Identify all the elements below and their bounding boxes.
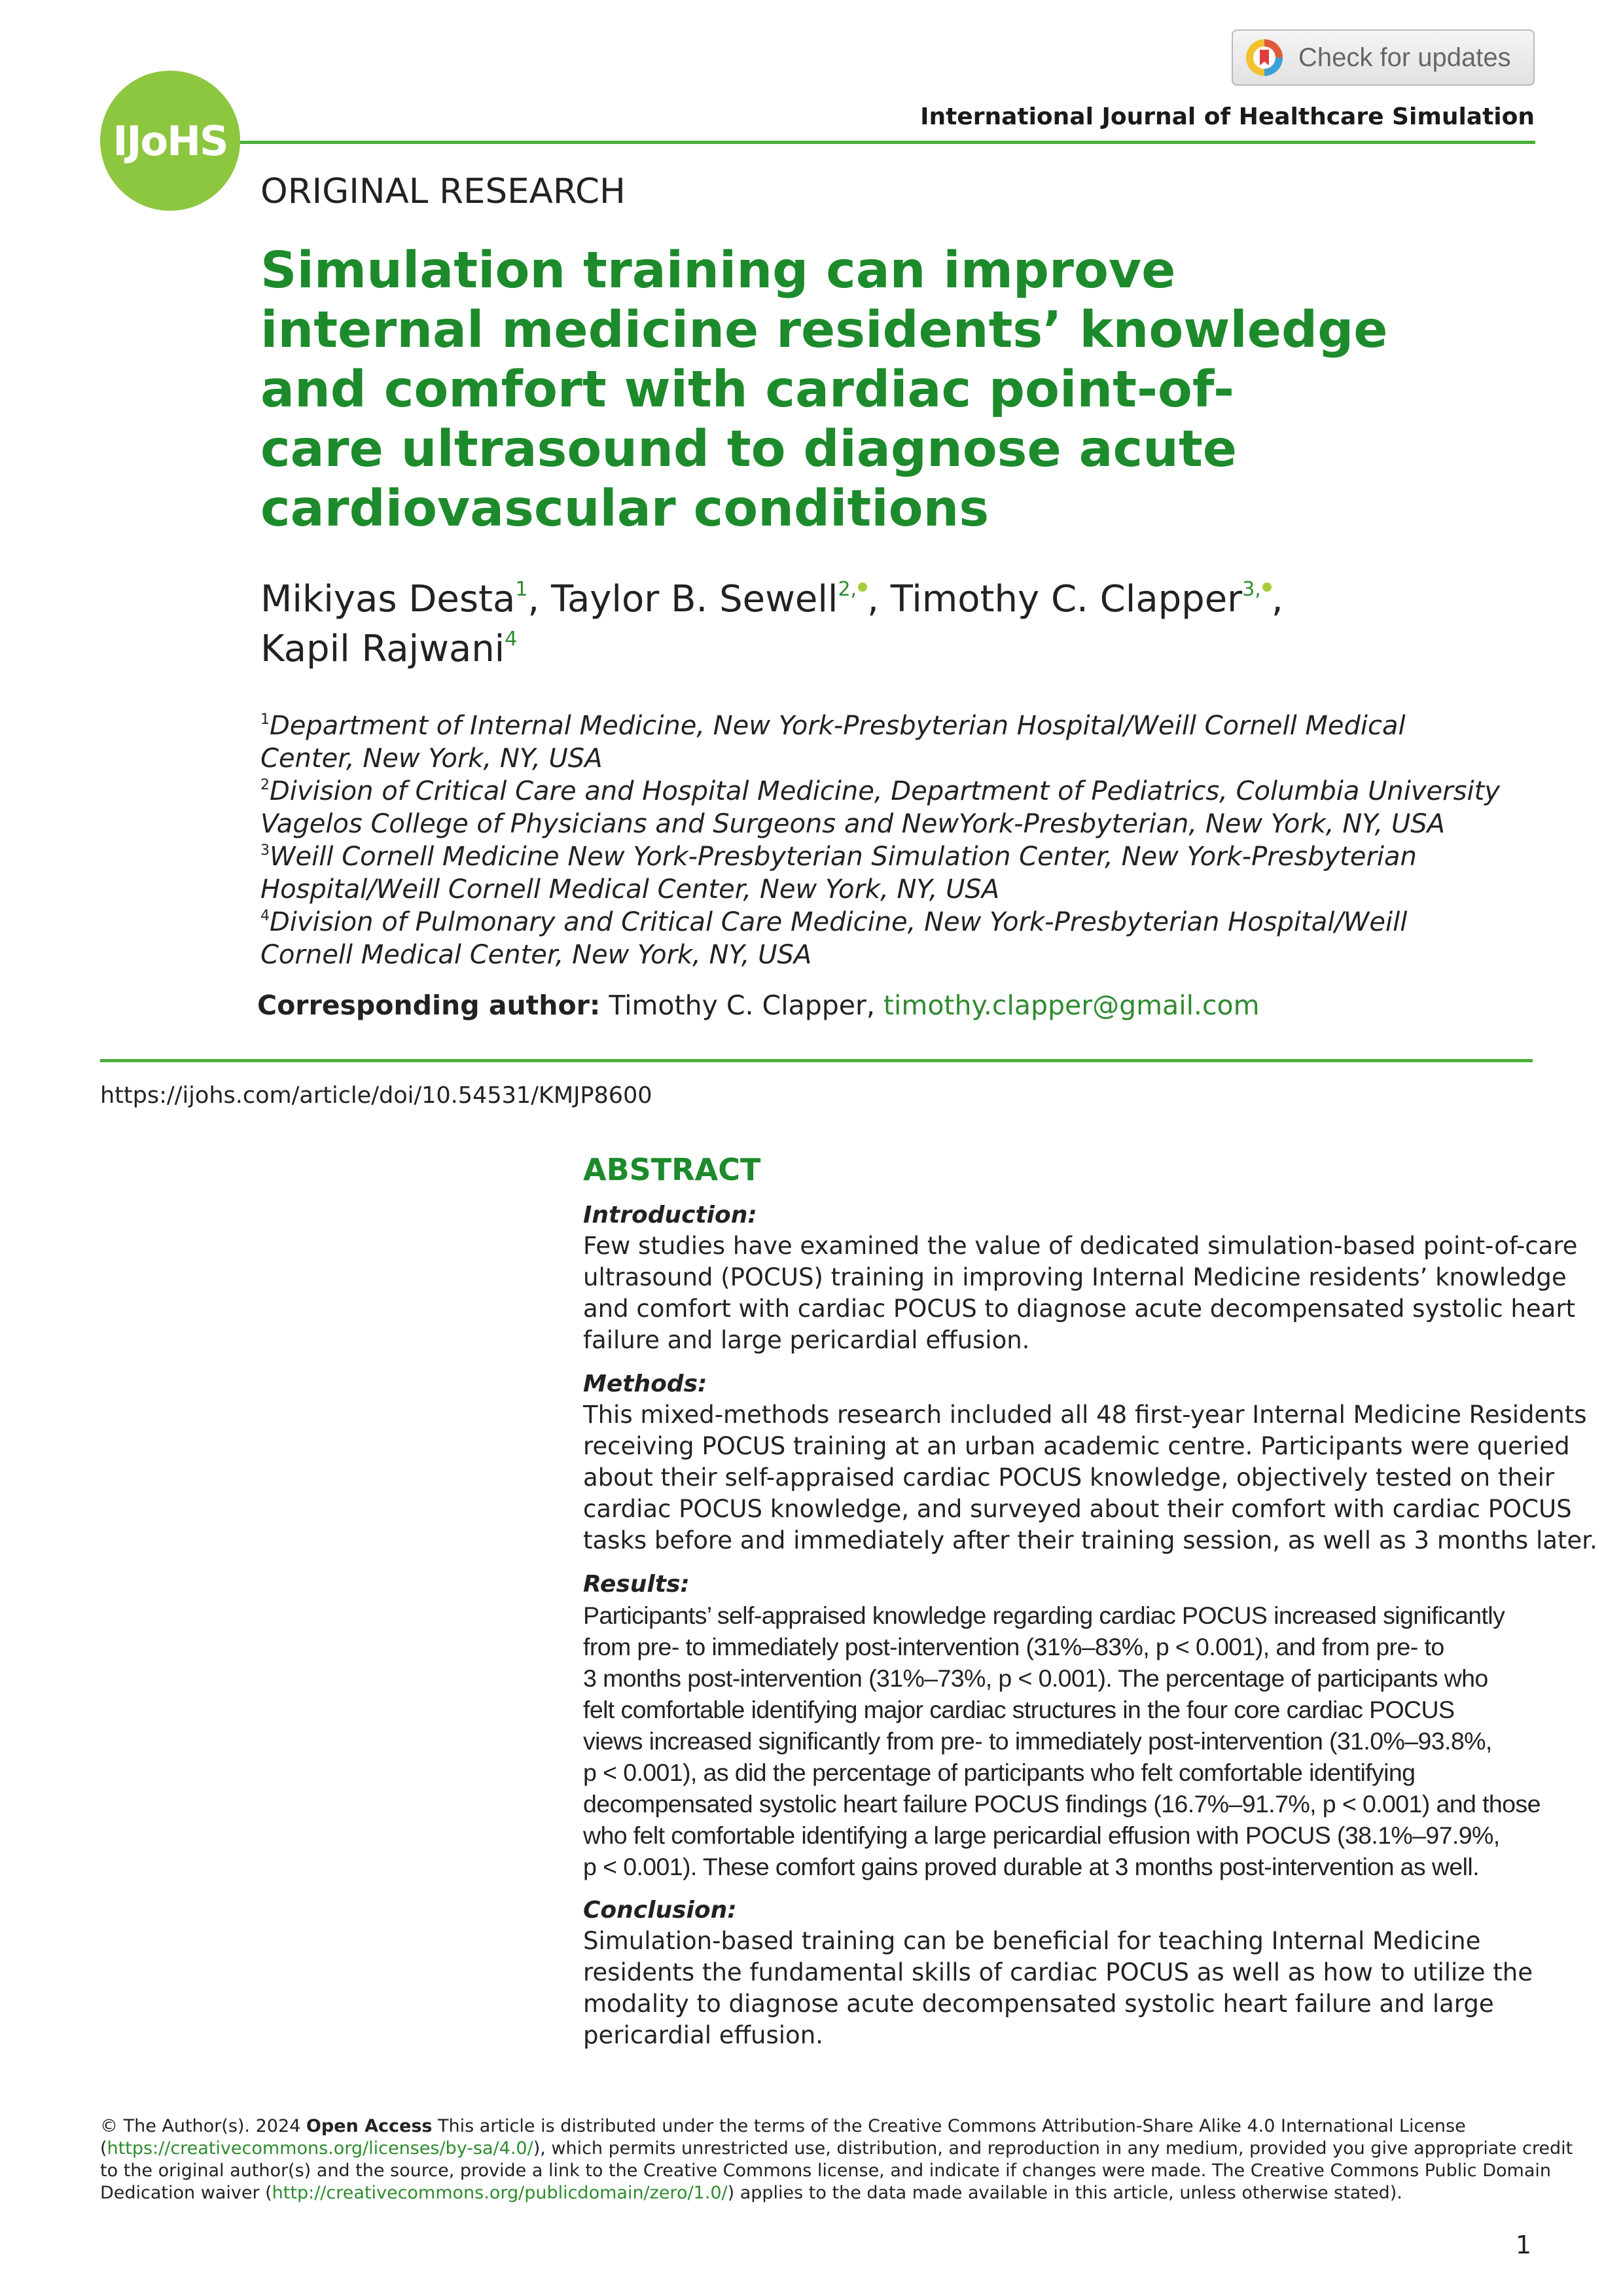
author-affiliation-ref[interactable]: 3, [1242, 578, 1261, 601]
license-text: Dedication waiver ( [100, 2183, 272, 2203]
text-line: p < 0.001), as did the percentage of participants who felt comfortable identifying [583, 1759, 1416, 1786]
affiliation-number: 3 [260, 842, 270, 859]
text-line: Simulation-based training can be beneficial for teaching Internal Medicine [583, 1927, 1481, 1955]
text-line: pericardial effusion. [583, 2021, 823, 2049]
author-name[interactable]: Timothy C. Clapper [890, 578, 1243, 620]
results-heading: Results: [583, 1571, 690, 1598]
abstract [583, 1152, 1597, 2064]
introduction-text [583, 1230, 1578, 1356]
text-line: Participants’ self-appraised knowledge regarding cardiac POCUS increased significantly [583, 1602, 1505, 1629]
text-line: decompensated systolic heart failure POCUS findings (16.7%–91.7%, p < 0.001) and those [583, 1790, 1541, 1818]
article-type: ORIGINAL RESEARCH [260, 171, 626, 211]
article-title [260, 241, 1388, 539]
affiliation-text: Cornell Medical Center, New York, NY, USA [260, 940, 812, 970]
text-line: views increased significantly from pre- to immediately post-intervention (31.0%–93.8%, [583, 1727, 1492, 1755]
title-line: and comfort with cardiac point-of- [260, 361, 1234, 419]
text-line: and comfort with cardiac POCUS to diagnose acute decompensated systolic heart [583, 1295, 1576, 1323]
text-line: This mixed-methods research included all 48 first-year Internal Medicine Residents [583, 1401, 1587, 1429]
introduction-heading: Introduction: [583, 1202, 757, 1229]
text-line: ultrasound (POCUS) training in improving Internal Medicine residents’ knowledge [583, 1263, 1567, 1291]
author-affiliation-ref[interactable]: 4 [505, 628, 518, 651]
affiliation-text: Center, New York, NY, USA [260, 744, 603, 774]
affiliation-text: Division of Critical Care and Hospital Medicine, Department of Pediatrics, Columbia University [270, 776, 1500, 806]
corresponding-author [257, 990, 1260, 1021]
methods-text [583, 1399, 1597, 1556]
section-divider [100, 1059, 1533, 1062]
text-line: p < 0.001). These comfort gains proved durable at 3 months post-intervention as well. [583, 1853, 1479, 1880]
title-line: internal medicine residents’ knowledge [260, 301, 1388, 359]
check-for-updates-label: Check for updates [1298, 43, 1511, 72]
affiliation-number: 2 [260, 777, 270, 793]
conclusion-heading: Conclusion: [583, 1897, 737, 1924]
license-text: ) applies to the data made available in this article, unless otherwise stated). [727, 2183, 1402, 2203]
title-line: care ultrasound to diagnose acute [260, 420, 1237, 478]
text-line: 3 months post-intervention (31%–73%, p < 0.001). The percentage of participants who [583, 1664, 1488, 1692]
text-line: residents the fundamental skills of cardiac POCUS as well as how to utilize the [583, 1958, 1533, 1986]
author-name[interactable]: Taylor B. Sewell [551, 578, 838, 620]
author-list: Mikiyas Desta$^1$, Taylor B. Sewell$^{2,}$ , Timothy C. Clapper$^{3,}$ , Kapil Rajwani$^4$ [260, 578, 1283, 670]
check-for-updates-button[interactable] [1232, 29, 1535, 86]
page-number: 1 [1515, 2231, 1531, 2259]
text-line: about their self-appraised cardiac POCUS knowledge, objectively tested on their [583, 1463, 1555, 1492]
corresponding-email-link[interactable]: timothy.clapper@gmail.com [883, 990, 1260, 1021]
results-text [583, 1600, 1541, 1882]
text-line: modality to diagnose acute decompensated systolic heart failure and large [583, 1990, 1494, 2018]
check-updates-icon [1245, 38, 1284, 77]
copyright-text: © The Author(s). 2024 [100, 2116, 301, 2136]
author-name[interactable]: Kapil Rajwani [260, 628, 505, 670]
title-line: Simulation training can improve [260, 242, 1176, 300]
affiliation-text: Vagelos College of Physicians and Surgeons and NewYork-Presbyterian, New York, NY, USA [260, 809, 1445, 839]
title-line: cardiovascular conditions [260, 480, 990, 538]
license-text: ), which permits unrestricted use, distribution, and reproduction in any medium, provided you give appropriate credit [533, 2138, 1573, 2159]
author-affiliation-ref[interactable]: 1 [515, 578, 528, 601]
header-divider [216, 141, 1535, 144]
methods-heading: Methods: [583, 1371, 707, 1397]
license-notice [100, 2115, 1573, 2204]
affiliation-text: Weill Cornell Medicine New York-Presbyterian Simulation Center, New York-Presbyterian [270, 842, 1417, 872]
conclusion-text [583, 1926, 1532, 2051]
affiliation-list [260, 709, 1500, 971]
cc-zero-link[interactable]: http://creativecommons.org/publicdomain/zero/1.0/ [272, 2183, 728, 2203]
abstract-heading: ABSTRACT [583, 1152, 761, 1187]
doi-url[interactable]: https://ijohs.com/article/doi/10.54531/KMJP8600 [100, 1083, 652, 1109]
license-text: ( [100, 2138, 107, 2159]
journal-name: International Journal of Healthcare Simulation [920, 103, 1535, 130]
open-access-label: Open Access [306, 2116, 433, 2136]
text-line: who felt comfortable identifying a large pericardial effusion with POCUS (38.1%–97.9%, [583, 1821, 1500, 1849]
corresponding-label: Corresponding author: [257, 990, 601, 1021]
author-affiliation-ref[interactable]: 2, [838, 578, 857, 601]
author-name[interactable]: Mikiyas Desta [260, 578, 516, 620]
license-text: This article is distributed under the terms of the Creative Commons Attribution-Share Alike 4.0 International License [432, 2116, 1466, 2136]
affiliation-text: Division of Pulmonary and Critical Care Medicine, New York-Presbyterian Hospital/Weill [270, 907, 1408, 937]
cc-by-sa-link[interactable]: https://creativecommons.org/licenses/by-sa/4.0/ [107, 2138, 533, 2159]
text-line: tasks before and immediately after their training session, as well as 3 months later. [583, 1526, 1597, 1554]
affiliation-text: Hospital/Weill Cornell Medical Center, New York, NY, USA [260, 874, 1000, 905]
journal-logo [100, 71, 240, 211]
affiliation-number: 1 [260, 711, 270, 728]
license-text: to the original author(s) and the source, provide a link to the Creative Commons license, and indicate if changes were made. The Creative Commons Public Domain [100, 2161, 1551, 2181]
orcid-icon[interactable] [858, 583, 867, 592]
text-line: from pre- to immediately post-intervention (31%–83%, p < 0.001), and from pre- to [583, 1633, 1444, 1660]
corresponding-name: Timothy C. Clapper, [609, 990, 875, 1021]
text-line: Few studies have examined the value of dedicated simulation-based point-of-care [583, 1232, 1578, 1260]
logo-text: IJoHS [113, 117, 228, 165]
affiliation-text: Department of Internal Medicine, New York-Presbyterian Hospital/Weill Cornell Medical [270, 711, 1406, 741]
text-line: cardiac POCUS knowledge, and surveyed about their comfort with cardiac POCUS [583, 1495, 1572, 1523]
affiliation-number: 4 [260, 908, 270, 924]
text-line: receiving POCUS training at an urban academic centre. Participants were queried [583, 1432, 1570, 1460]
text-line: failure and large pericardial effusion. [583, 1326, 1030, 1354]
orcid-icon[interactable] [1262, 583, 1272, 592]
text-line: felt comfortable identifying major cardiac structures in the four core cardiac POCUS [583, 1696, 1455, 1723]
